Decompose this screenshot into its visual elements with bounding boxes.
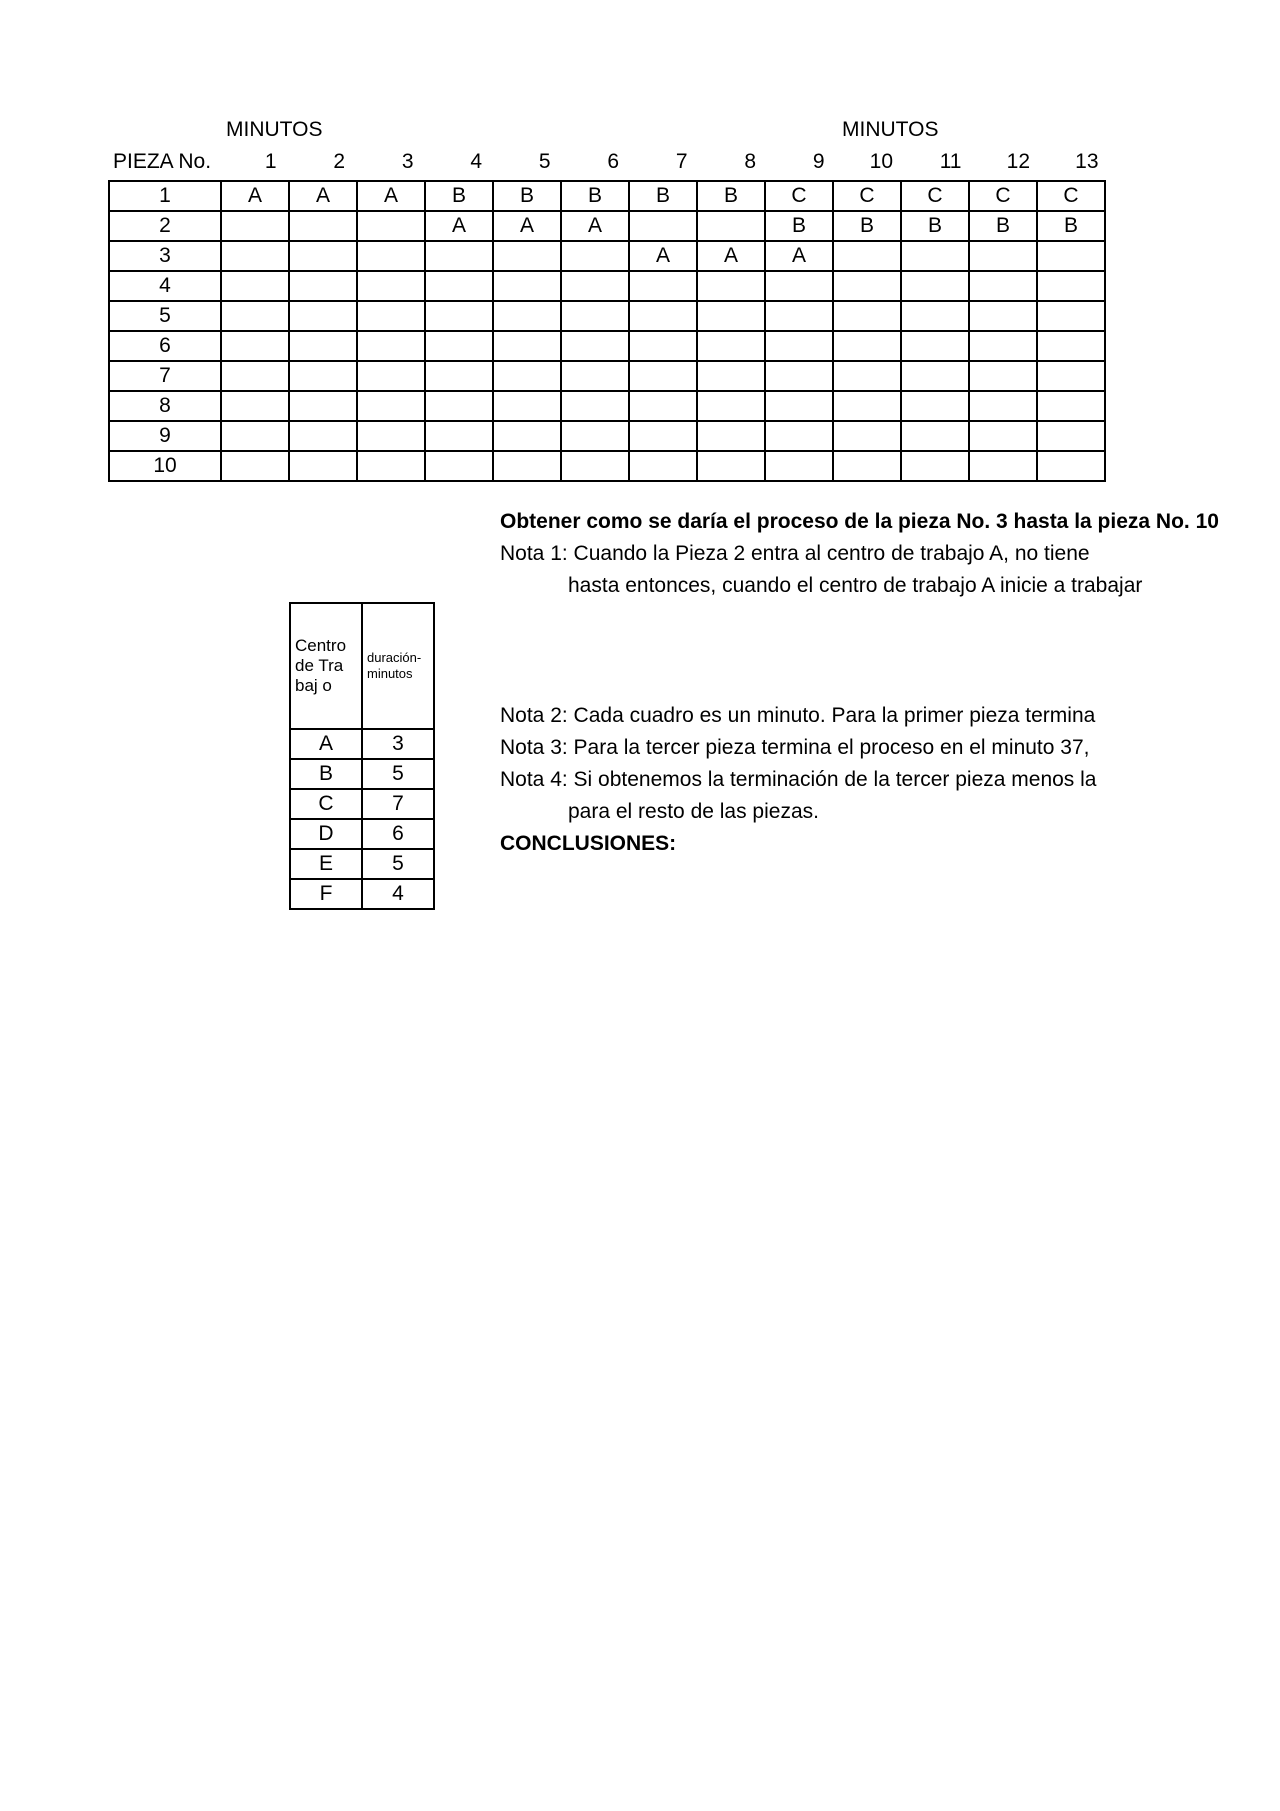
minute-cell[interactable]: [901, 451, 969, 481]
minute-cell[interactable]: [425, 301, 493, 331]
minute-header: 3: [401, 150, 414, 173]
minute-cell[interactable]: [1037, 301, 1105, 331]
minute-cell[interactable]: [561, 331, 629, 361]
minute-cell[interactable]: [765, 331, 833, 361]
minute-cell[interactable]: [221, 331, 289, 361]
minute-cell[interactable]: [493, 331, 561, 361]
minute-cell[interactable]: [221, 391, 289, 421]
minute-cell[interactable]: [629, 451, 697, 481]
minute-cell[interactable]: [697, 361, 765, 391]
minute-cell[interactable]: [221, 361, 289, 391]
duracion-cell[interactable]: 4: [362, 879, 434, 909]
minute-cell[interactable]: A: [289, 181, 357, 211]
minute-cell[interactable]: [289, 391, 357, 421]
minute-cell[interactable]: [629, 211, 697, 241]
minute-cell[interactable]: [901, 361, 969, 391]
work-center-row: [290, 729, 434, 759]
minute-cell[interactable]: B: [1037, 211, 1105, 241]
work-centers-table: [289, 602, 435, 910]
pieza-number-cell[interactable]: 7: [109, 361, 221, 391]
minute-cell[interactable]: [357, 241, 425, 271]
nota-4-line-1: Nota 4: Si obtenemos la terminación de la tercer pieza menos la: [500, 768, 1097, 791]
centro-cell[interactable]: C: [290, 789, 362, 819]
minute-cell[interactable]: [765, 301, 833, 331]
minute-cell[interactable]: [289, 451, 357, 481]
minute-cell[interactable]: A: [221, 181, 289, 211]
minute-cell[interactable]: C: [765, 181, 833, 211]
schedule-row: [109, 361, 1105, 391]
minute-cell[interactable]: [493, 241, 561, 271]
minute-cell[interactable]: [425, 361, 493, 391]
pieza-number-cell[interactable]: 6: [109, 331, 221, 361]
minute-cell[interactable]: [357, 421, 425, 451]
minute-cell[interactable]: [425, 451, 493, 481]
centro-cell[interactable]: F: [290, 879, 362, 909]
work-center-row: [290, 819, 434, 849]
minute-cell[interactable]: [493, 391, 561, 421]
minute-cell[interactable]: [493, 361, 561, 391]
minute-cell[interactable]: [969, 241, 1037, 271]
nota-3: Nota 3: Para la tercer pieza termina el proceso en el minuto 37,: [500, 736, 1090, 759]
minute-cell[interactable]: [969, 451, 1037, 481]
minute-cell[interactable]: [969, 271, 1037, 301]
minute-cell[interactable]: A: [357, 181, 425, 211]
minute-cell[interactable]: [765, 421, 833, 451]
minute-cell[interactable]: B: [697, 181, 765, 211]
minute-cell[interactable]: [289, 241, 357, 271]
minute-cell[interactable]: [1037, 241, 1105, 271]
minute-cell[interactable]: [561, 391, 629, 421]
minute-header: 8: [744, 150, 756, 173]
duracion-cell[interactable]: 5: [362, 759, 434, 789]
minute-cell[interactable]: [697, 301, 765, 331]
minute-cell[interactable]: B: [901, 211, 969, 241]
pieza-number-cell[interactable]: 9: [109, 421, 221, 451]
minute-header: 10: [869, 150, 893, 173]
centro-header-cell: [290, 603, 362, 729]
minute-header: 9: [812, 150, 825, 173]
minute-cell[interactable]: [833, 421, 901, 451]
nota-1-line-1: Nota 1: Cuando la Pieza 2 entra al centro de trabajo A, no tiene: [500, 542, 1090, 565]
schedule-row: [109, 271, 1105, 301]
nota-1-line-2: hasta entonces, cuando el centro de trabajo A inicie a trabajar: [568, 574, 1143, 597]
duracion-cell[interactable]: 7: [362, 789, 434, 819]
centro-cell[interactable]: B: [290, 759, 362, 789]
minute-cell[interactable]: [221, 241, 289, 271]
minute-cell[interactable]: [901, 331, 969, 361]
pieza-number-cell[interactable]: 10: [109, 451, 221, 481]
minute-cell[interactable]: [901, 271, 969, 301]
minute-cell[interactable]: [1037, 421, 1105, 451]
minute-cell[interactable]: [425, 421, 493, 451]
minute-cell[interactable]: [221, 301, 289, 331]
minute-header: 7: [675, 150, 688, 173]
minute-cell[interactable]: [289, 361, 357, 391]
nota-2: Nota 2: Cada cuadro es un minuto. Para la primer pieza termina: [500, 704, 1096, 727]
minute-cell[interactable]: [289, 331, 357, 361]
minute-cell[interactable]: A: [425, 211, 493, 241]
minute-cell[interactable]: [561, 241, 629, 271]
minute-cell[interactable]: [765, 361, 833, 391]
minute-cell[interactable]: [493, 301, 561, 331]
work-center-row: [290, 789, 434, 819]
minute-cell[interactable]: [833, 241, 901, 271]
centro-cell[interactable]: A: [290, 729, 362, 759]
minute-cell[interactable]: [561, 451, 629, 481]
minute-cell[interactable]: [561, 271, 629, 301]
pieza-number-cell[interactable]: 2: [109, 211, 221, 241]
minute-cell[interactable]: [221, 211, 289, 241]
minute-header: 4: [470, 150, 482, 173]
minute-cell[interactable]: C: [833, 181, 901, 211]
nota-4-line-2: para el resto de las piezas.: [568, 800, 819, 823]
minute-cell[interactable]: [561, 421, 629, 451]
minute-cell[interactable]: [493, 451, 561, 481]
duracion-header-cell: [362, 603, 434, 729]
centro-header-label: Centro de Trabaj o: [295, 636, 347, 695]
minute-cell[interactable]: [357, 331, 425, 361]
minute-cell[interactable]: [629, 271, 697, 301]
schedule-row: [109, 391, 1105, 421]
work-centers-header-row: [290, 603, 434, 729]
centro-cell[interactable]: D: [290, 819, 362, 849]
duracion-cell[interactable]: 3: [362, 729, 434, 759]
minute-cell[interactable]: [289, 421, 357, 451]
minute-cell[interactable]: A: [697, 241, 765, 271]
minute-cell[interactable]: B: [493, 181, 561, 211]
work-center-row: [290, 879, 434, 909]
minute-cell[interactable]: [221, 271, 289, 301]
minute-cell[interactable]: [901, 421, 969, 451]
schedule-row: [109, 211, 1105, 241]
minute-cell[interactable]: C: [969, 181, 1037, 211]
minute-cell[interactable]: A: [493, 211, 561, 241]
minute-cell[interactable]: [425, 241, 493, 271]
minute-cell[interactable]: [833, 331, 901, 361]
minute-cell[interactable]: [289, 211, 357, 241]
minute-cell[interactable]: [969, 301, 1037, 331]
minute-cell[interactable]: [833, 391, 901, 421]
minute-cell[interactable]: [697, 421, 765, 451]
minutos-label-right: MINUTOS: [842, 118, 939, 141]
schedule-row: [109, 181, 1105, 211]
minute-header: 13: [1075, 150, 1099, 173]
conclusiones-label: CONCLUSIONES:: [500, 832, 677, 855]
minute-cell[interactable]: [629, 331, 697, 361]
minute-cell[interactable]: [969, 361, 1037, 391]
minute-cell[interactable]: [833, 301, 901, 331]
minutos-label-left: MINUTOS: [226, 118, 323, 141]
minute-cell[interactable]: [901, 391, 969, 421]
minute-cell[interactable]: [357, 271, 425, 301]
minute-cell[interactable]: [493, 271, 561, 301]
minute-cell[interactable]: [289, 301, 357, 331]
minute-cell[interactable]: [697, 211, 765, 241]
minute-cell[interactable]: [629, 391, 697, 421]
minute-cell[interactable]: [765, 271, 833, 301]
minute-cell[interactable]: [357, 211, 425, 241]
minute-cell[interactable]: [1037, 361, 1105, 391]
schedule-row: [109, 421, 1105, 451]
minute-cell[interactable]: [561, 301, 629, 331]
schedule-row: [109, 331, 1105, 361]
minute-cell[interactable]: [1037, 451, 1105, 481]
minute-cell[interactable]: [969, 331, 1037, 361]
pieza-number-cell[interactable]: 5: [109, 301, 221, 331]
minute-header: 6: [607, 150, 619, 173]
minute-cell[interactable]: [221, 421, 289, 451]
pieza-no-label: PIEZA No.: [113, 150, 212, 173]
minute-cell[interactable]: [969, 421, 1037, 451]
minute-cell[interactable]: [697, 391, 765, 421]
duracion-cell[interactable]: 6: [362, 819, 434, 849]
minute-cell[interactable]: B: [833, 211, 901, 241]
minute-cell[interactable]: [629, 421, 697, 451]
minute-header: 5: [538, 150, 551, 173]
obtener-instruction: Obtener como se daría el proceso de la pieza No. 3 hasta la pieza No. 10: [500, 510, 1219, 533]
minute-cell[interactable]: [357, 451, 425, 481]
minute-cell[interactable]: [901, 301, 969, 331]
pieza-number-cell[interactable]: 3: [109, 241, 221, 271]
minute-header: 12: [1006, 150, 1030, 173]
pieza-number-cell[interactable]: 4: [109, 271, 221, 301]
schedule-row: [109, 241, 1105, 271]
minute-cell[interactable]: [425, 391, 493, 421]
minute-cell[interactable]: [901, 241, 969, 271]
minute-cell[interactable]: [561, 361, 629, 391]
work-center-row: [290, 759, 434, 789]
minute-cell[interactable]: C: [901, 181, 969, 211]
minute-cell[interactable]: B: [969, 211, 1037, 241]
schedule-grid: [108, 180, 1106, 482]
minute-cell[interactable]: [357, 361, 425, 391]
duracion-cell[interactable]: 5: [362, 849, 434, 879]
duracion-header-label: duración-minutos: [367, 650, 422, 681]
minute-cell[interactable]: [493, 421, 561, 451]
schedule-row: [109, 451, 1105, 481]
minute-cell[interactable]: [1037, 331, 1105, 361]
minute-cell[interactable]: [357, 301, 425, 331]
minute-cell[interactable]: [1037, 271, 1105, 301]
schedule-row: [109, 301, 1105, 331]
minute-cell[interactable]: [833, 271, 901, 301]
minute-cell[interactable]: [697, 331, 765, 361]
work-center-row: [290, 849, 434, 879]
minute-cell[interactable]: C: [1037, 181, 1105, 211]
minute-cell[interactable]: [425, 271, 493, 301]
minute-header: 1: [264, 150, 277, 173]
minute-cell[interactable]: [425, 331, 493, 361]
minute-cell[interactable]: [969, 391, 1037, 421]
minute-cell[interactable]: [697, 271, 765, 301]
minute-cell[interactable]: [765, 391, 833, 421]
minute-header: 2: [333, 150, 345, 173]
pieza-number-cell[interactable]: 8: [109, 391, 221, 421]
minute-cell[interactable]: B: [561, 181, 629, 211]
centro-cell[interactable]: E: [290, 849, 362, 879]
pieza-number-cell[interactable]: 1: [109, 181, 221, 211]
minute-header: 11: [939, 150, 962, 173]
minute-cell[interactable]: [289, 271, 357, 301]
minute-cell[interactable]: [1037, 391, 1105, 421]
minute-cell[interactable]: [833, 361, 901, 391]
minute-cell[interactable]: [357, 391, 425, 421]
minute-cell[interactable]: [629, 301, 697, 331]
minute-cell[interactable]: [833, 451, 901, 481]
minute-cell[interactable]: [697, 451, 765, 481]
minute-cell[interactable]: A: [765, 241, 833, 271]
minute-cell[interactable]: B: [765, 211, 833, 241]
minute-cell[interactable]: [629, 361, 697, 391]
minute-cell[interactable]: B: [629, 181, 697, 211]
minute-cell[interactable]: [221, 451, 289, 481]
minute-cell[interactable]: [765, 451, 833, 481]
minute-cell[interactable]: A: [561, 211, 629, 241]
minute-cell[interactable]: B: [425, 181, 493, 211]
minute-cell[interactable]: A: [629, 241, 697, 271]
